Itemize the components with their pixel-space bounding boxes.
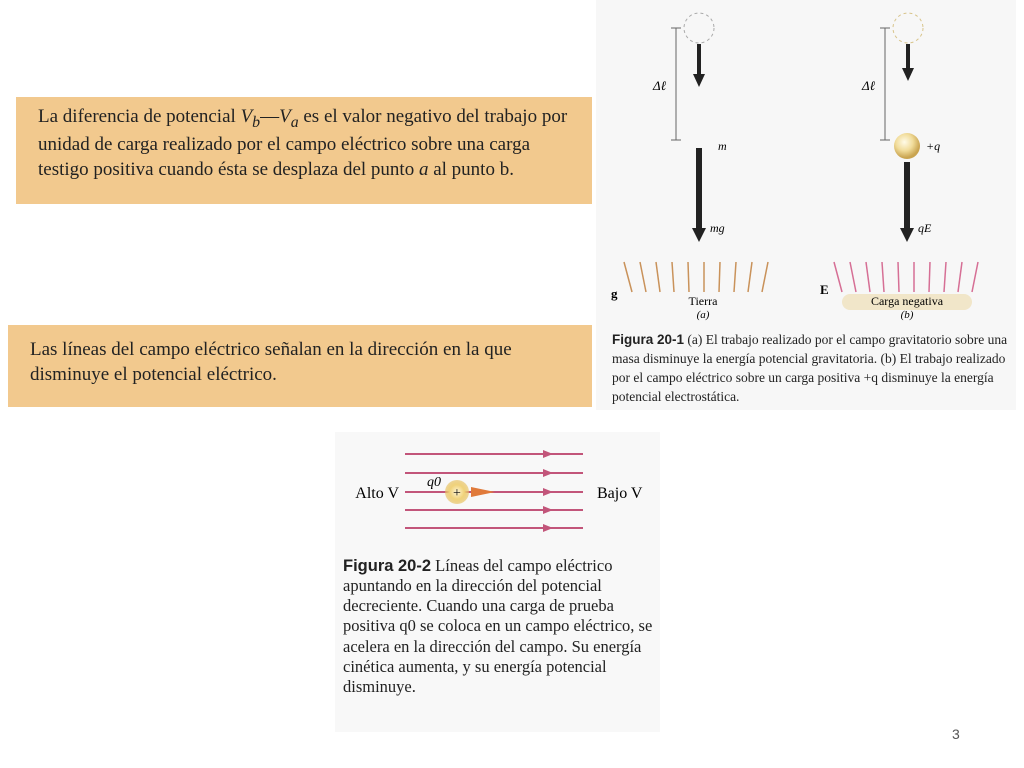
low-potential-label: Bajo V <box>597 485 643 502</box>
q0-label: q0 <box>427 475 441 490</box>
electric-force-arrowhead <box>900 228 914 242</box>
va-subscript: a <box>290 113 299 131</box>
negative-charge-label: Carga negativa <box>870 294 944 308</box>
definition-text-start: La diferencia de potencial <box>38 106 241 127</box>
plus-q-label: +q <box>926 139 941 153</box>
initial-charge-outline <box>893 13 923 43</box>
figure-20-2-drawing <box>335 432 660 552</box>
figure-20-1-caption <box>612 330 1012 407</box>
gravity-force-arrowhead <box>692 228 706 242</box>
charge-acceleration-arrow <box>471 487 495 497</box>
point-a-symbol: a <box>418 159 429 181</box>
g-field-label: g <box>611 286 618 301</box>
charge-displacement-arrowhead <box>902 68 914 81</box>
gravity-field-lines <box>624 262 768 292</box>
minus-sign: — <box>260 106 280 127</box>
plus-sign: + <box>453 486 461 501</box>
initial-mass-outline <box>684 13 714 43</box>
definition-text-end: al punto b. <box>428 159 514 181</box>
uniform-field-lines <box>405 454 583 528</box>
delta-l-label-b: Δℓ <box>861 78 875 93</box>
ground-earth-label: Tierra <box>688 294 718 308</box>
field-lines-statement-text: Las líneas del campo eléctrico señalan en la dirección en la que disminuye el potencial eléctrico. <box>30 339 512 385</box>
figure-20-2-caption-title: Figura 20-2 <box>343 557 432 575</box>
positive-test-charge <box>894 133 920 159</box>
figure-20-1-caption-title: Figura 20-1 <box>612 332 685 347</box>
slide-number: 3 <box>952 726 960 742</box>
mass-displacement-arrowhead <box>693 74 705 87</box>
mg-label: mg <box>710 221 725 235</box>
definition-box-potential-difference <box>16 97 592 204</box>
delta-l-label-a: Δℓ <box>652 78 666 93</box>
definition-text-middle: es el valor negativo del trabajo por unidad de carga realizado por el campo eléctrico sobre una carga testigo positiva cuando ésta se desplaza del punto <box>38 106 568 181</box>
high-potential-label: Alto V <box>355 485 399 502</box>
vb-subscript: b <box>252 113 261 131</box>
mass-label: m <box>718 139 727 153</box>
subfigure-b-label: (b) <box>900 309 914 321</box>
field-lines-statement-box <box>8 325 592 407</box>
subfigure-a-label: (a) <box>696 309 710 321</box>
electric-field-lines <box>834 262 978 292</box>
E-field-label: E <box>820 282 829 297</box>
figure-20-1-caption-text: (a) El trabajo realizado por el campo gravitatorio sobre una masa disminuye la energía potencial gravitatoria. (b) El trabajo realizado por el campo eléctrico sobre un carga positiva +q disminuye la energía potencial electrostática. <box>612 332 1008 405</box>
qE-label: qE <box>918 221 932 235</box>
va-symbol: V <box>279 106 291 127</box>
figure-20-2-caption-text: Líneas del campo eléctrico apuntando en la dirección del potencial decreciente. Cuando una carga de prueba positiva q0 se coloca en un campo eléctrico, se acelera en la dirección del campo. Su energía cinética aumenta, y su energía potencial disminuye. <box>343 556 653 696</box>
vb-symbol: V <box>240 106 253 127</box>
figure-20-2-caption <box>343 556 655 697</box>
